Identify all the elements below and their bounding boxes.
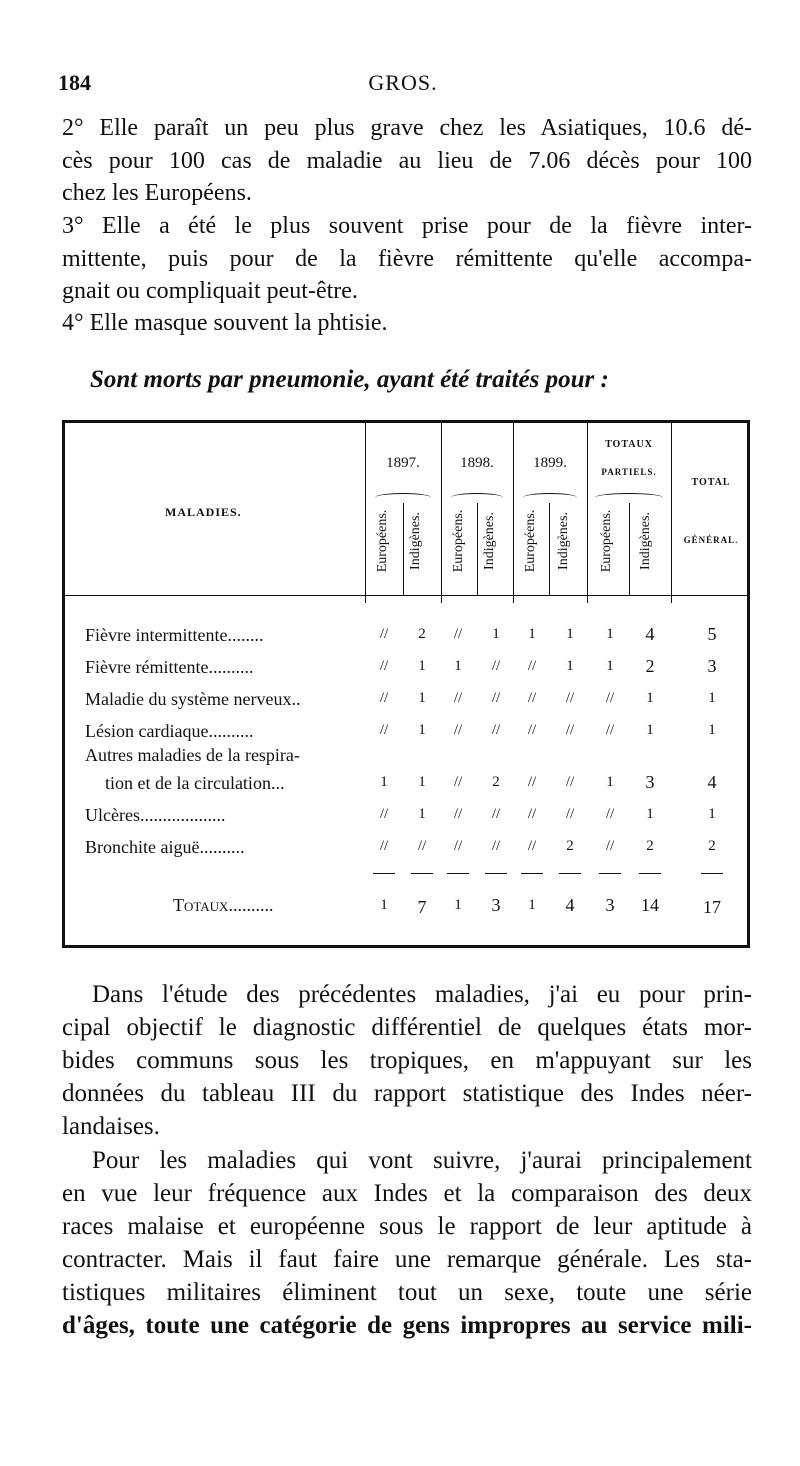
table-cell: 2 xyxy=(645,656,655,676)
page-header xyxy=(58,70,748,100)
table-cell: 3 xyxy=(491,895,501,915)
table-cell: 1 xyxy=(528,626,536,642)
table-cell: 2 xyxy=(566,838,574,854)
table-caption: Sont morts par pneumonie, ayant été traités pour : xyxy=(90,366,609,393)
text-line: données du tableau III du rapport statistique des Indes néer- xyxy=(62,1080,752,1107)
table-cell: 1 xyxy=(418,806,426,822)
rule-dash xyxy=(447,873,469,874)
text-line: landaises. xyxy=(62,1113,160,1140)
table-cell: 2 xyxy=(492,774,500,790)
rule-dash xyxy=(373,873,395,874)
table-cell: 1 xyxy=(380,897,388,913)
table-cell: 2 xyxy=(708,838,716,854)
header-indigenes: Indigènes. xyxy=(556,512,571,570)
text-line: 2° Elle paraît un peu plus grave chez les Asiatiques, 10.6 dé- xyxy=(62,115,752,141)
table-cell: 1 xyxy=(708,690,716,706)
table-cell: // xyxy=(605,838,615,854)
row-label: Lésion cardiaque.......... xyxy=(85,721,254,741)
table-cell: 1 xyxy=(454,658,462,674)
table-cell: 1 xyxy=(566,626,574,642)
column-rule xyxy=(403,503,404,595)
rule-dash xyxy=(701,873,723,874)
paragraph-dans-letude xyxy=(62,978,752,1143)
table-cell: 1 xyxy=(606,658,614,674)
table-cell: 1 xyxy=(418,774,426,790)
paragraph-2 xyxy=(62,112,752,210)
table-cell: 2 xyxy=(418,626,426,642)
text-line: races malaise et européenne sous le rapport de leur aptitude à xyxy=(62,1213,752,1240)
rule-dash xyxy=(485,873,507,874)
table-cell: 1 xyxy=(418,722,426,738)
table-cell: // xyxy=(527,838,537,854)
table-cell: 1 xyxy=(418,658,426,674)
table-cell: 1 xyxy=(646,690,654,706)
table-cell: 2 xyxy=(646,838,654,854)
table-cell: // xyxy=(527,722,537,738)
header-rule xyxy=(65,595,747,596)
table-cell: 1 xyxy=(708,806,716,822)
table-cell: // xyxy=(453,626,463,642)
column-rule xyxy=(441,423,442,603)
table-cell: // xyxy=(527,690,537,706)
table-cell: 1 xyxy=(606,774,614,790)
header-indigenes: Indigènes. xyxy=(638,512,653,570)
table-cell: 1 xyxy=(646,722,654,738)
table-cell: 1 xyxy=(492,626,500,642)
table-cell: 7 xyxy=(417,897,427,917)
header-general: GÉNÉRAL. xyxy=(683,535,739,545)
table-cell: // xyxy=(379,838,389,854)
rule-dash xyxy=(521,873,543,874)
text-line: d'âges, toute une catégorie de gens impropres au service mili- xyxy=(62,1312,752,1339)
table-cell: 3 xyxy=(645,772,655,792)
table-cell: 1 xyxy=(454,897,462,913)
header-europeens: Européens. xyxy=(375,509,390,573)
rule-dash xyxy=(599,873,621,874)
text-line: cès pour 100 cas de maladie au lieu de 7.06 décès pour 100 xyxy=(62,147,752,174)
paragraph-4 xyxy=(62,307,752,340)
header-1899: 1899. xyxy=(533,455,567,471)
table-cell: // xyxy=(379,626,389,642)
table-cell: // xyxy=(379,806,389,822)
row-label: Autres maladies de la respira- xyxy=(85,745,300,765)
header-total: TOTAL xyxy=(691,477,731,488)
table-cell: 17 xyxy=(703,897,721,917)
table-cell: // xyxy=(527,658,537,674)
paragraph-3 xyxy=(62,210,752,308)
column-rule xyxy=(629,503,630,595)
text-line: mittente, puis pour de la fièvre rémittente qu'elle accompa- xyxy=(62,245,752,272)
table-cell: 1 xyxy=(708,722,716,738)
text-line: bides communs sous les tropiques, en m'appuyant sur les xyxy=(62,1047,752,1074)
header-partiels: PARTIELS. xyxy=(601,467,657,477)
text-line: cipal objectif le diagnostic différentiel de quelques états mor- xyxy=(62,1014,752,1041)
table-cell: 4 xyxy=(645,624,655,644)
row-label: Bronchite aiguë.......... xyxy=(85,837,245,857)
table-cell: // xyxy=(453,838,463,854)
table-cell: // xyxy=(453,774,463,790)
text-line: contracter. Mais il faut faire une remarque générale. Les sta- xyxy=(62,1246,752,1273)
table-cell: // xyxy=(605,722,615,738)
rule-dash xyxy=(559,873,581,874)
text-line: tistiques militaires éliminent tout un sexe, toute une série xyxy=(62,1279,752,1306)
table-cell: // xyxy=(453,806,463,822)
row-label: Fièvre rémittente.......... xyxy=(85,657,254,677)
table-cell: // xyxy=(527,806,537,822)
table-cell: // xyxy=(491,838,501,854)
table-cell: // xyxy=(565,806,575,822)
table-cell: // xyxy=(379,690,389,706)
table-cell: 5 xyxy=(707,624,717,644)
row-label: Fièvre intermittente........ xyxy=(85,625,264,645)
table-cell: // xyxy=(605,690,615,706)
text-line: gnait ou compliquait peut-être. xyxy=(62,278,358,304)
text-line: Dans l'étude des précédentes maladies, j'ai eu pour prin- xyxy=(92,981,752,1008)
page-number: 184 xyxy=(58,70,91,95)
table-cell: // xyxy=(491,722,501,738)
header-1897: 1897. xyxy=(386,455,420,471)
column-rule xyxy=(549,503,550,595)
table-cell: 1 xyxy=(566,658,574,674)
table-cell: // xyxy=(527,774,537,790)
table-cell: // xyxy=(379,658,389,674)
table-cell: 1 xyxy=(606,626,614,642)
table-cell: // xyxy=(417,838,427,854)
table-cell: 3 xyxy=(605,895,615,915)
column-rule xyxy=(671,423,672,603)
table-cell: // xyxy=(379,722,389,738)
table-cell: 4 xyxy=(707,772,717,792)
rule-dash xyxy=(411,873,433,874)
table-cell: 1 xyxy=(380,774,388,790)
table-cell: 3 xyxy=(707,656,717,676)
text-line: Pour les maladies qui vont suivre, j'aurai principalement xyxy=(92,1147,752,1174)
totals-label: Totaux.......... xyxy=(173,895,274,915)
header-europeens: Européens. xyxy=(599,509,614,573)
table-cell: // xyxy=(453,690,463,706)
text-line: chez les Européens. xyxy=(62,180,252,206)
table-cell: // xyxy=(565,722,575,738)
table-cell: 14 xyxy=(641,895,659,915)
table-cell: 4 xyxy=(565,895,575,915)
table-cell: // xyxy=(491,806,501,822)
text-line: 3° Elle a été le plus souvent prise pour de la fièvre inter- xyxy=(62,213,752,239)
row-label: Maladie du système nerveux.. xyxy=(85,689,301,709)
header-indigenes: Indigènes. xyxy=(408,512,423,570)
row-label: Ulcères................... xyxy=(85,805,226,825)
table-cell: // xyxy=(565,774,575,790)
paragraph-pour-les-maladies xyxy=(62,1144,752,1342)
table-cell: 1 xyxy=(418,690,426,706)
running-head: GROS. xyxy=(368,70,438,95)
table-cell: // xyxy=(491,690,501,706)
header-totaux: TOTAUX xyxy=(605,439,653,450)
header-europeens: Européens. xyxy=(451,509,466,573)
column-rule xyxy=(587,423,588,603)
row-label: tion et de la circulation... xyxy=(105,773,285,793)
text-line: 4° Elle masque souvent la phtisie. xyxy=(62,310,388,336)
column-rule xyxy=(477,503,478,595)
column-rule xyxy=(513,423,514,603)
header-europeens: Européens. xyxy=(523,509,538,573)
header-indigenes: Indigènes. xyxy=(482,512,497,570)
rule-dash xyxy=(639,873,661,874)
header-1898: 1898. xyxy=(460,455,494,471)
text-line: en vue leur fréquence aux Indes et la comparaison des deux xyxy=(62,1180,752,1207)
mortality-table xyxy=(62,420,750,948)
table-cell: // xyxy=(565,690,575,706)
table-cell: 1 xyxy=(528,897,536,913)
table-cell: // xyxy=(605,806,615,822)
table-cell: // xyxy=(453,722,463,738)
header-maladies: MALADIES. xyxy=(165,505,242,519)
table-cell: // xyxy=(491,658,501,674)
column-rule xyxy=(365,423,366,603)
table-cell: 1 xyxy=(646,806,654,822)
